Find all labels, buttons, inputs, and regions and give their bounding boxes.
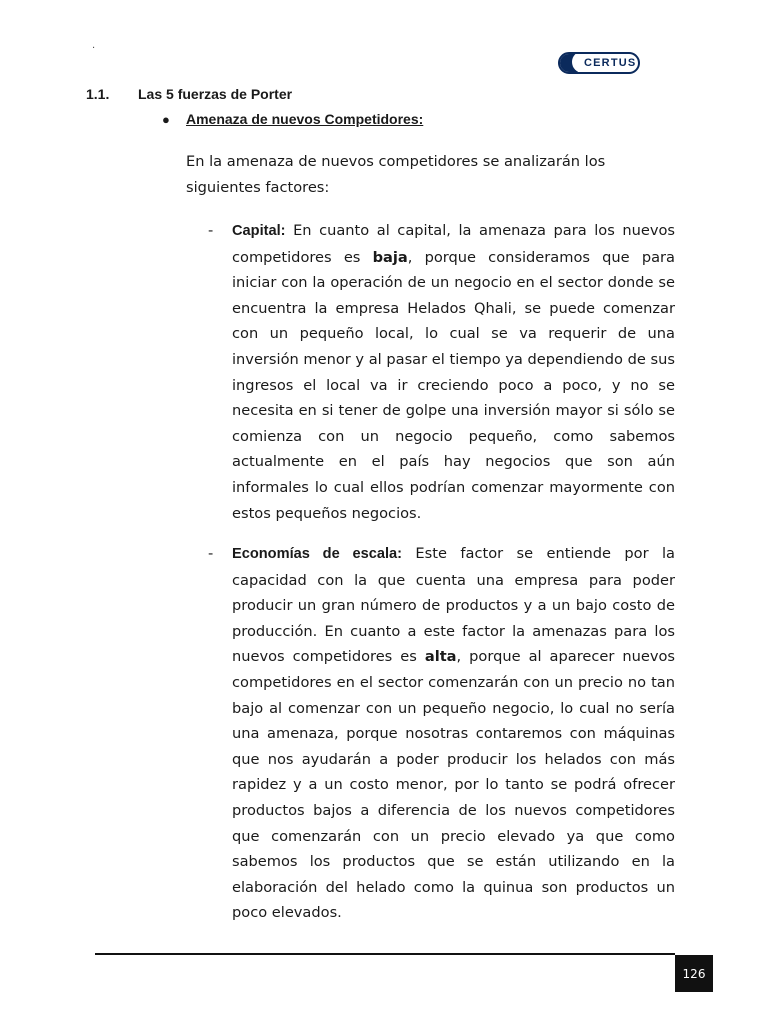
- intro-paragraph: En la amenaza de nuevos competidores se analizarán los siguientes factores:: [186, 153, 606, 196]
- item-emphasis: alta: [424, 648, 457, 666]
- footer-rule: [95, 953, 675, 955]
- header-marker: .: [92, 40, 96, 51]
- dash-marker: -: [208, 222, 214, 239]
- list-item-text: [232, 218, 675, 526]
- logo-mark-icon: [558, 52, 578, 74]
- page-number: 126: [675, 955, 713, 992]
- item-term: Capital:: [232, 223, 286, 239]
- section-heading: [86, 86, 292, 102]
- logo-text: CERTUS: [584, 57, 637, 69]
- item-term: Economías de escala:: [232, 546, 403, 562]
- list-item-capital: [208, 218, 676, 526]
- list-item-economias: [208, 541, 676, 926]
- item-text-pre: Este factor se entiende por la capacidad con la que cuenta una empresa para poder producir un gran número de productos y a un bajo costo de producción. En cuanto a este factor la amenazas para los nuevos competidores es: [232, 545, 675, 666]
- section-title: Las 5 fuerzas de Porter: [138, 86, 293, 102]
- bullet-icon: ●: [162, 112, 170, 127]
- section-number: 1.1.: [86, 86, 110, 102]
- subsection-heading: [162, 111, 423, 127]
- item-emphasis: baja: [372, 248, 408, 266]
- certus-logo: [558, 52, 640, 74]
- list-item-text: [232, 541, 675, 926]
- item-text-pre: En cuanto al capital, la amenaza para los nuevos competidores es: [232, 222, 675, 266]
- subsection-title: Amenaza de nuevos Competidores:: [186, 111, 424, 127]
- item-text-post: , porque al aparecer nuevos competidores en el sector comenzarán con un precio no tan bajo al comenzar con un pequeño negocio, lo cual no sería una amenaza, porque nosotras contaremos con máquinas que nos ayudarán a poder producir los helados con más rapidez y a un costo menor, por lo tanto se podrá ofrecer productos bajos a diferencia de los nuevos competidores que comenzarán con un precio elevado ya que como sabemos los productos que se están utilizando en la elaboración del helado como la quinua son productos un poco elevados.: [232, 648, 675, 922]
- item-text-post: , porque consideramos que para iniciar con la operación de un negocio en el sector donde se encuentra la empresa Helados Qhali, se puede comenzar con un pequeño local, lo cual se va requerir de una inversión menor y al pasar el tiempo ya dependiendo de sus ingresos el local va ir creciendo poco a poco, y no se necesita en si tener de golpe una inversión mayor si sólo se comienza con un negocio pequeño, como sabemos actualmente en el país hay negocios que son aún informales lo cual ellos podrían comenzar mayormente con estos pequeños negocios.: [232, 248, 675, 522]
- dash-marker: -: [208, 545, 214, 562]
